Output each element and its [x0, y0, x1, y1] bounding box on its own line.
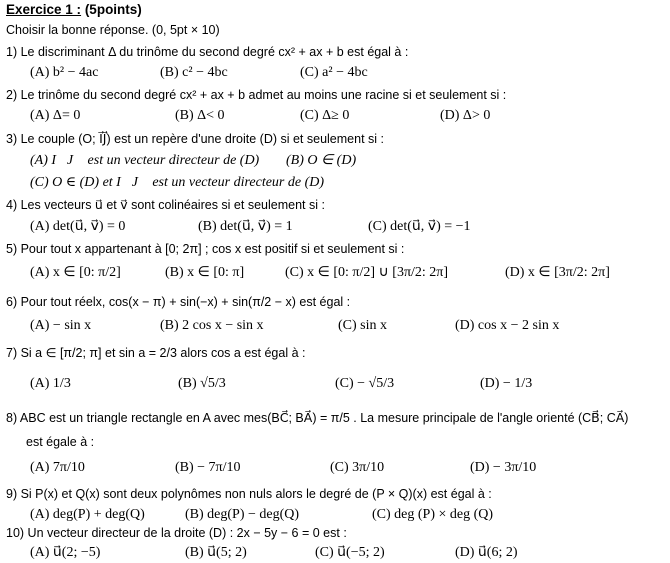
exercise-header: [6, 2, 142, 18]
q10-option-a[interactable]: (A) u⃗(2; −5): [30, 545, 101, 560]
q10-option-c[interactable]: (C) u⃗(−5; 2): [315, 545, 385, 560]
question-10: 10) Un vecteur directeur de la droite (D) : 2x − 5y − 6 = 0 est :: [6, 526, 347, 540]
q1-option-a[interactable]: (A) b² − 4ac: [30, 65, 99, 80]
q6-option-a[interactable]: (A) − sin x: [30, 318, 92, 333]
q3-option-a[interactable]: (A) I⃗J⃗ est un vecteur directeur de (D): [30, 153, 260, 168]
instruction: Choisir la bonne réponse. (0, 5pt × 10): [6, 23, 220, 37]
q7-option-b[interactable]: (B) √5/3: [178, 376, 226, 391]
q7-option-c[interactable]: (C) − √5/3: [335, 376, 395, 391]
q8-option-b[interactable]: (B) − 7π/10: [175, 460, 241, 475]
exercise-points: (5points): [81, 2, 142, 17]
q5-option-a[interactable]: (A) x ∈ [0: π/2]: [30, 265, 121, 280]
q3-option-c[interactable]: (C) O ∈ (D) et I⃗J⃗ est un vecteur directeur de (D): [30, 175, 325, 190]
q7-option-a[interactable]: (A) 1/3: [30, 376, 71, 391]
question-8: 8) ABC est un triangle rectangle en A avec mes(BC⃗; BA⃗) = π/5 . La mesure principale de l'angle orienté (CB⃗; CA⃗): [6, 411, 629, 425]
exercise-title: Exercice 1 :: [6, 2, 82, 17]
q10-option-b[interactable]: (B) u⃗(5; 2): [185, 545, 247, 560]
q6-option-c[interactable]: (C) sin x: [338, 318, 387, 333]
question-5: 5) Pour tout x appartenant à [0; 2π] ; cos x est positif si et seulement si :: [6, 242, 405, 256]
question-3: 3) Le couple (O; I⃗J⃗) est un repère d'une droite (D) si et seulement si :: [6, 132, 384, 146]
question-1: 1) Le discriminant Δ du trinôme du second degré cx² + ax + b est égal à :: [6, 45, 409, 59]
q5-option-d[interactable]: (D) x ∈ [3π/2: 2π]: [505, 265, 610, 280]
question-8-continuation: est égale à :: [26, 435, 95, 449]
q2-option-b[interactable]: (B) Δ< 0: [175, 108, 225, 123]
q1-option-b[interactable]: (B) c² − 4bc: [160, 65, 228, 80]
q9-option-b[interactable]: (B) deg(P) − deg(Q): [185, 507, 300, 522]
q6-option-d[interactable]: (D) cos x − 2 sin x: [455, 318, 560, 333]
question-6: 6) Pour tout réelx, cos(x − π) + sin(−x) + sin(π/2 − x) est égal :: [6, 295, 351, 309]
q3-option-b[interactable]: (B) O ∈ (D): [286, 153, 357, 168]
question-4: 4) Les vecteurs u⃗ et v⃗ sont colinéaires si et seulement si :: [6, 198, 325, 212]
q4-option-b[interactable]: (B) det(u⃗, v⃗) = 1: [198, 219, 293, 234]
q4-option-a[interactable]: (A) det(u⃗, v⃗) = 0: [30, 219, 126, 234]
q7-option-d[interactable]: (D) − 1/3: [480, 376, 533, 391]
question-7: 7) Si a ∈ [π/2; π] et sin a = 2/3 alors cos a est égal à :: [6, 346, 306, 360]
question-9: 9) Si P(x) et Q(x) sont deux polynômes non nuls alors le degré de (P × Q)(x) est égal à :: [6, 487, 492, 501]
q4-option-c[interactable]: (C) det(u⃗, v⃗) = −1: [368, 219, 471, 234]
q6-option-b[interactable]: (B) 2 cos x − sin x: [160, 318, 264, 333]
q2-option-c[interactable]: (C) Δ≥ 0: [300, 108, 350, 123]
q5-option-b[interactable]: (B) x ∈ [0: π]: [165, 265, 245, 280]
q1-option-c[interactable]: (C) a² − 4bc: [300, 65, 368, 80]
q2-option-d[interactable]: (D) Δ> 0: [440, 108, 491, 123]
q10-option-d[interactable]: (D) u⃗(6; 2): [455, 545, 518, 560]
q5-option-c[interactable]: (C) x ∈ [0: π/2] ∪ [3π/2: 2π]: [285, 265, 449, 280]
q9-option-c[interactable]: (C) deg (P) × deg (Q): [372, 507, 494, 522]
q2-option-a[interactable]: (A) Δ= 0: [30, 108, 81, 123]
q8-option-d[interactable]: (D) − 3π/10: [470, 460, 537, 475]
q8-option-c[interactable]: (C) 3π/10: [330, 460, 385, 475]
q8-option-a[interactable]: (A) 7π/10: [30, 460, 85, 475]
q9-option-a[interactable]: (A) deg(P) + deg(Q): [30, 507, 145, 522]
question-2: 2) Le trinôme du second degré cx² + ax + b admet au moins une racine si et seulement si :: [6, 88, 507, 102]
